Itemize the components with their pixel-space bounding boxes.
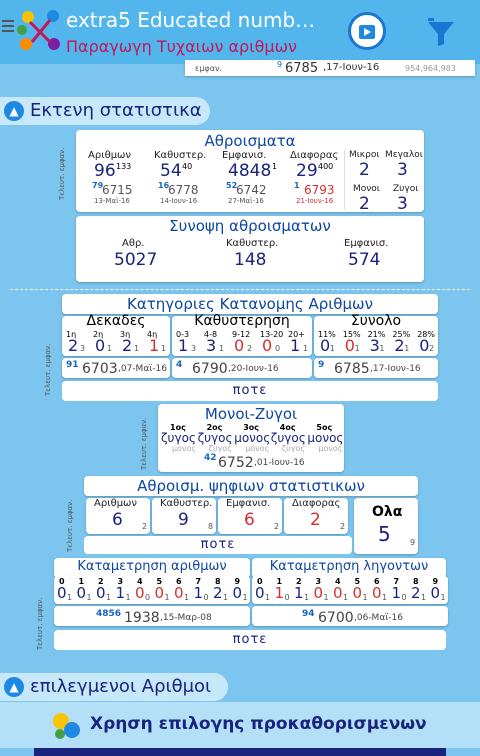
count-head: 8: [215, 577, 221, 586]
count-head: 3: [315, 577, 322, 586]
count-sub: 1: [265, 593, 271, 602]
category-count: 3: [80, 344, 86, 353]
digit-sum-sub: 2: [340, 522, 346, 531]
category-value: 1: [149, 336, 160, 355]
category-last-date: ,20-Ιουν-16: [228, 364, 279, 374]
odd-even-date: ,01-Ιουν-16: [254, 458, 305, 468]
sums-col-date: 13-Μαϊ-16: [94, 197, 130, 205]
strip-date: ,17-Ιουν-16: [323, 62, 380, 73]
sums-col-label: Διαφορας: [290, 150, 339, 161]
count-value: 0: [232, 584, 243, 602]
app-title: extra5 Educated numb…: [66, 8, 316, 32]
category-last-value: 6703: [82, 361, 118, 377]
count-endings-value: 6700: [318, 610, 354, 626]
category-count: 2: [429, 344, 435, 353]
category-count: 1: [379, 344, 385, 353]
category-count: 1: [219, 344, 225, 353]
synopsis-title: Συνοψη αθροισματων: [169, 217, 331, 235]
category-last-date: ,17-Ιουν-16: [370, 364, 421, 374]
count-endings-count: 94: [302, 609, 315, 619]
digit-sums-title: Αθροισμ. ψηφιων στατιστικων: [137, 477, 365, 495]
count-sub: 1: [440, 593, 446, 602]
count-sub: 1: [343, 593, 349, 602]
category-head: 4-8: [204, 330, 218, 339]
category-value: 0: [419, 336, 430, 355]
synopsis-delay-label: Καθυστερ.: [226, 238, 279, 249]
count-head: 1: [78, 577, 85, 586]
all-label: Ολα: [372, 504, 403, 520]
filter-icon[interactable]: [426, 16, 456, 48]
count-sub: 1: [106, 593, 112, 602]
category-value: 3: [369, 336, 380, 355]
count-numbers-card: [54, 558, 250, 578]
category-head: 25%: [392, 330, 411, 339]
category-head: 1η: [66, 330, 77, 339]
count-head: 0: [59, 577, 65, 586]
count-value: 0: [96, 584, 106, 602]
count-value: 0: [313, 584, 324, 602]
odd-even-head: 4ος: [279, 423, 296, 432]
odd-even-count: 42: [204, 453, 217, 463]
count-endings-card: [252, 558, 446, 578]
sums-col-date: 14-Ιουν-16: [160, 197, 198, 205]
count-head: 9: [432, 577, 439, 586]
preset-icon: [52, 712, 80, 740]
digit-sum-label: Αριθμων: [94, 498, 138, 509]
count-value: 0: [333, 584, 343, 602]
sums-col-sup: 1: [272, 162, 278, 171]
synopsis-delay-value: 148: [234, 250, 267, 270]
digit-sum-label: Εμφανισ.: [226, 498, 271, 509]
count-head: 5: [156, 577, 163, 586]
divider: [10, 289, 470, 290]
all-value: 5: [378, 522, 391, 546]
sums-col-sup: 40: [182, 162, 193, 171]
section-extended-stats[interactable]: [0, 97, 210, 125]
count-head: 3: [117, 577, 124, 586]
sums-col-value: 54: [160, 161, 182, 181]
category-value: 2: [68, 336, 79, 355]
count-sub: 1: [86, 593, 92, 602]
category-value: 2: [394, 336, 405, 355]
digit-sums-side-label: Τελευτ. εμφαν.: [66, 499, 74, 552]
category-count: 1: [354, 344, 360, 353]
category-head: 3η: [120, 330, 131, 339]
digit-sum-label: Διαφορας: [292, 498, 341, 509]
count-value: 0: [76, 584, 87, 602]
sums-col-count: 52: [226, 181, 238, 190]
count-head: 4: [335, 577, 341, 586]
count-sub: 1: [164, 593, 170, 602]
count-value: 0: [255, 584, 265, 602]
odd-even-value: ζυγος: [270, 431, 306, 445]
category-value: 3: [206, 336, 217, 355]
count-value: 0: [352, 584, 363, 602]
digit-sum-value: 6: [244, 510, 255, 530]
count-value: 0: [430, 584, 441, 602]
digit-sum-label: Καθυστερ.: [160, 498, 213, 509]
count-value: 1: [193, 584, 204, 602]
sums-col-value: 96: [94, 161, 116, 181]
count-value: 0: [57, 584, 67, 602]
sums-col-label: Εμφανισ.: [222, 150, 267, 161]
app-header: [0, 0, 480, 64]
categories-never-button[interactable]: ποτε: [62, 381, 438, 401]
category-head: 20+: [288, 330, 305, 339]
sums-col-count: 16: [158, 181, 170, 190]
odd-even-sub: μονος: [245, 444, 270, 453]
strip-num: 9: [277, 60, 283, 69]
count-sub: 1: [382, 593, 388, 602]
count-head: 5: [354, 577, 361, 586]
sums-col-value: 4848: [228, 161, 272, 181]
category-last-count: 91: [66, 360, 79, 370]
odd-even-value: ζυγος: [161, 431, 196, 445]
count-head: 8: [413, 577, 419, 586]
app-logo-icon: [16, 10, 62, 56]
odd-even-sub: μονος: [172, 444, 197, 453]
section-title: επιλεγμενοι Αριθμοι: [30, 676, 212, 697]
count-head: 6: [176, 577, 182, 586]
digit-sum-sub: 2: [274, 522, 280, 531]
category-value: 0: [95, 336, 106, 355]
sums-col-draw: 6715: [102, 183, 133, 197]
odd-even-head: 2ος: [206, 423, 223, 432]
category-group-title: Συνολο: [350, 313, 402, 329]
count-value: 0: [135, 584, 145, 602]
category-value: 1: [178, 336, 189, 355]
digit-sums-card: [84, 476, 418, 496]
category-count: 1: [107, 344, 113, 353]
count-value: 1: [115, 584, 126, 602]
synopsis-appear-label: Εμφανισ.: [344, 238, 389, 249]
synopsis-card: [76, 216, 424, 282]
sums-col-sup: 133: [116, 162, 132, 171]
digit-sum-value: 2: [310, 510, 321, 530]
count-sub: 0: [203, 593, 209, 602]
zygoi-value: 3: [397, 194, 408, 214]
category-last-value: 6785: [334, 361, 370, 377]
count-sub: 1: [304, 593, 310, 602]
zygoi-label: Ζυγοι: [393, 184, 419, 194]
strip-label: εμφαν.: [195, 64, 222, 73]
category-group-title: Καθυστερηση: [194, 313, 290, 329]
sums-title: Αθροισματα: [204, 132, 296, 150]
preset-banner[interactable]: [0, 702, 480, 748]
sums-col-count: 1: [294, 181, 300, 190]
category-value: 0: [320, 336, 331, 355]
all-sub: 9: [410, 538, 416, 547]
count-sub: 1: [223, 593, 229, 602]
count-sub: 0: [284, 593, 290, 602]
play-store-icon[interactable]: [348, 12, 386, 50]
count-value: 1: [274, 584, 285, 602]
sums-col-value: 29: [296, 161, 318, 181]
chevron-up-icon: ▲: [4, 677, 24, 697]
sums-col-draw: 6778: [168, 183, 199, 197]
count-sub: 1: [421, 593, 427, 602]
categories-side-label: Τελευτ. εμφαν.: [44, 343, 52, 396]
strip-count: 954,964,983: [405, 64, 456, 73]
count-head: 4: [137, 577, 143, 586]
last-draw-strip: [185, 60, 475, 76]
category-head: 0-3: [176, 330, 190, 339]
category-count: 0: [275, 344, 281, 353]
sums-col-draw: 6793: [304, 183, 335, 197]
mikroi-box: [344, 148, 424, 212]
category-value: 1: [290, 336, 301, 355]
chevron-up-icon: ▲: [4, 101, 24, 121]
preset-banner-text: Χρηση επιλογης προκαθορισμενων: [90, 714, 427, 734]
digit-sum-value: 9: [178, 510, 189, 530]
odd-even-sub: ζυγος: [208, 444, 232, 453]
category-value: 0: [234, 336, 245, 355]
count-head: 1: [276, 577, 283, 586]
digit-sum-value: 6: [112, 510, 123, 530]
count-value: 1: [391, 584, 402, 602]
count-numbers-value: 1938: [124, 610, 160, 626]
strip-value: 6785: [285, 61, 319, 76]
synopsis-appear-value: 574: [348, 250, 381, 270]
category-head: 4η: [147, 330, 158, 339]
bottom-bar: [34, 748, 446, 756]
category-group-title: Δεκαδες: [86, 313, 146, 329]
category-last-date: ,07-Μαϊ-16: [118, 364, 168, 374]
category-last-count: 4: [176, 360, 183, 370]
count-head: 0: [257, 577, 263, 586]
category-count: 1: [404, 344, 410, 353]
count-value: 2: [213, 584, 223, 602]
app-subtitle: Παραγωγη Τυχαιων αριθμων: [66, 37, 297, 56]
count-value: 0: [372, 584, 382, 602]
count-sub: 1: [184, 593, 190, 602]
count-sub: 1: [242, 593, 248, 602]
count-sub: 1: [362, 593, 368, 602]
count-numbers-count: 4856: [96, 609, 122, 619]
count-sub: 1: [125, 593, 131, 602]
count-head: 7: [195, 577, 202, 586]
synopsis-sum-label: Αθρ.: [122, 238, 145, 249]
category-head: 2η: [93, 330, 104, 339]
count-head: 7: [393, 577, 400, 586]
count-sub: 0: [401, 593, 407, 602]
section-selected-numbers[interactable]: [0, 673, 228, 701]
count-value: 0: [154, 584, 165, 602]
sums-col-date: 27-Μαϊ-16: [228, 197, 264, 205]
category-count: 1: [329, 344, 335, 353]
category-head: 9-12: [232, 330, 251, 339]
category-head: 28%: [417, 330, 435, 339]
megaloi-value: 3: [397, 160, 408, 180]
sums-side-label: Τελευτ. εμφαν.: [58, 147, 66, 200]
count-head: 6: [374, 577, 380, 586]
sums-col-label: Αριθμων: [88, 150, 132, 161]
section-title: Εκτενη στατιστικα: [30, 100, 202, 121]
count-numbers-date: ,15-Μαρ-08: [160, 613, 212, 623]
categories-card: [62, 294, 438, 314]
odd-even-side-label: Τελευτ. εμφαν.: [140, 417, 148, 470]
synopsis-sum-value: 5027: [114, 250, 158, 270]
odd-even-value: μονος: [307, 431, 344, 445]
odd-even-sub: ζυγος: [281, 444, 306, 453]
category-head: 13-20: [260, 330, 284, 339]
count-endings-title: Καταμετρηση ληγοντων: [269, 559, 429, 574]
count-side-label: Τελευτ. εμφαν.: [36, 597, 44, 650]
count-value: 0: [174, 584, 184, 602]
category-value: 2: [122, 336, 133, 355]
count-sub: 1: [323, 593, 329, 602]
monoi-label: Μονοι: [353, 184, 380, 194]
category-count: 1: [134, 344, 140, 353]
odd-even-head: 3ος: [243, 423, 259, 432]
sums-col-sup: 400: [318, 162, 334, 171]
category-head: 15%: [342, 330, 361, 339]
count-value: 1: [294, 584, 304, 602]
odd-even-title: Μονοι-Ζυγοι: [204, 405, 298, 423]
category-last-value: 6790: [192, 361, 228, 377]
odd-even-value: ζυγος: [197, 431, 233, 445]
odd-even-head: 1ος: [170, 423, 186, 432]
mikroi-label: Μικροι: [349, 150, 380, 160]
odd-even-sub: μονος: [318, 444, 343, 453]
categories-title: Κατηγοριες Κατανομης Αριθμων: [127, 295, 373, 313]
category-count: 1: [303, 344, 309, 353]
odd-even-value: 6752: [218, 455, 254, 471]
digit-sums-all-box: [354, 498, 418, 554]
category-last-count: 9: [318, 360, 325, 370]
odd-even-head: 5ος: [316, 423, 333, 432]
sums-col-label: Καθυστερ.: [154, 150, 207, 161]
count-sub: 0: [145, 593, 151, 602]
menu-icon[interactable]: [2, 20, 14, 34]
count-head: 2: [98, 577, 104, 586]
category-head: 21%: [367, 330, 386, 339]
sums-col-count: 79: [92, 181, 104, 190]
sums-col-draw: 6742: [236, 183, 267, 197]
digit-sums-never-button[interactable]: ποτε: [84, 536, 352, 554]
count-sub: 1: [67, 593, 73, 602]
category-head: 11%: [318, 330, 336, 339]
category-value: 0: [262, 336, 273, 355]
monoi-value: 2: [359, 194, 370, 214]
category-count: 1: [161, 344, 167, 353]
odd-even-value: μονος: [234, 431, 271, 445]
count-endings-date: ,06-Μαϊ-16: [354, 613, 404, 623]
category-value: 0: [344, 336, 355, 355]
sums-col-date: 21-Ιουν-16: [296, 197, 334, 205]
count-head: 2: [296, 577, 302, 586]
mikroi-value: 2: [359, 160, 370, 180]
count-head: 9: [234, 577, 241, 586]
category-count: 2: [247, 344, 253, 353]
count-never-button[interactable]: ποτε: [54, 630, 446, 650]
digit-sum-sub: 8: [208, 522, 214, 531]
category-count: 3: [191, 344, 197, 353]
megaloi-label: Μεγαλοι: [385, 150, 423, 160]
count-numbers-title: Καταμετρηση αριθμων: [77, 559, 227, 574]
digit-sum-sub: 2: [142, 522, 148, 531]
count-value: 2: [411, 584, 421, 602]
